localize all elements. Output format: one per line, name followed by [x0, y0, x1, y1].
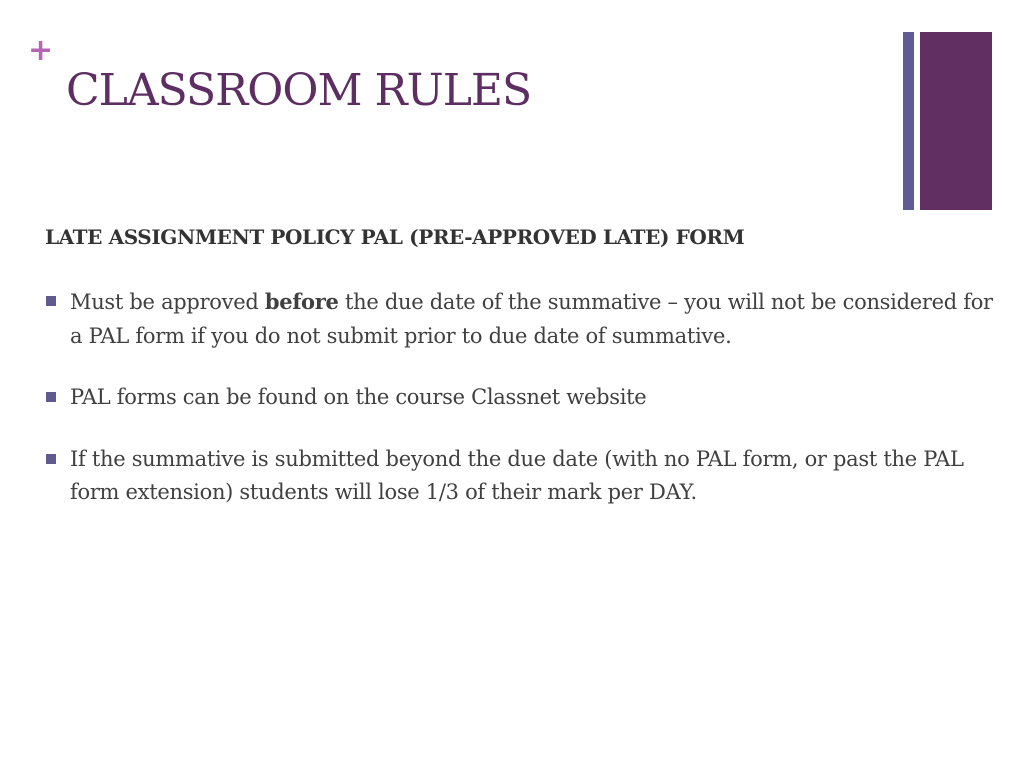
- plus-icon: +: [28, 33, 54, 68]
- square-bullet-icon: [46, 392, 56, 402]
- accent-bar-thin: [903, 32, 914, 210]
- slide-title: CLASSROOM RULES: [66, 65, 532, 116]
- policy-subheading: LATE ASSIGNMENT POLICY PAL (PRE-APPROVED LATE) FORM: [45, 225, 745, 249]
- accent-bar-wide: [920, 32, 992, 210]
- bullet-text: PAL forms can be found on the course Classnet website: [70, 385, 647, 409]
- bullet-item-penalty: [45, 443, 995, 510]
- bullet-text-after-bold: the due date of the summative – you will not be considered for a PAL form if you do not submit prior to due date of summative.: [70, 290, 993, 348]
- policy-bullet-list: [45, 285, 995, 510]
- bullet-bold-word: before: [264, 289, 339, 314]
- bullet-text: If the summative is submitted beyond the due date (with no PAL form, or past the PAL form extension) students will lose 1/3 of their mark per DAY.: [70, 446, 964, 504]
- bullet-text-before-bold: Must be approved: [70, 290, 265, 314]
- square-bullet-icon: [46, 296, 56, 306]
- bullet-item-approval: [45, 285, 995, 353]
- bullet-item-forms-location: [45, 381, 995, 415]
- square-bullet-icon: [46, 454, 56, 464]
